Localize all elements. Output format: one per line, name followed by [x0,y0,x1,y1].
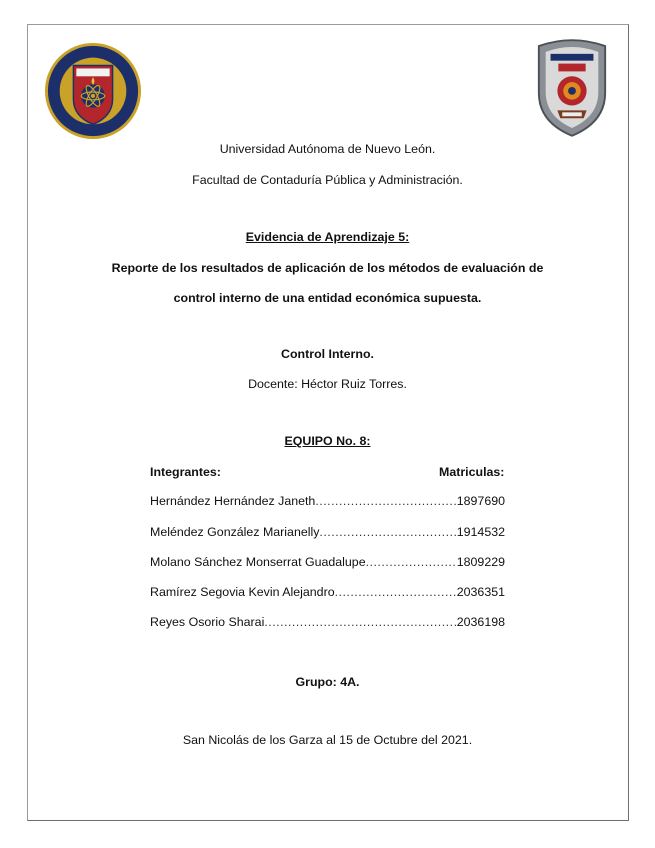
fcpa-shield-logo [533,36,611,138]
leader-dots [335,585,457,599]
faculty-name: Facultad de Contaduría Pública y Administración. [192,173,463,187]
leader-dots [366,555,457,569]
member-name: Molano Sánchez Monserrat Guadalupe [150,555,366,569]
member-row [150,525,505,541]
ids-header: Matriculas: [439,465,505,479]
team-title-text: EQUIPO No. 8: [284,434,371,448]
leader-dots [264,615,456,629]
member-name: Meléndez González Marianelly [150,525,320,539]
member-row [150,494,505,510]
university-name: Universidad Autónoma de Nuevo León. [219,142,436,156]
member-name: Ramírez Segovia Kevin Alejandro [150,585,335,599]
leader-dots [319,525,456,539]
member-name: Hernández Hernández Janeth [150,494,316,508]
evidence-title-text: Evidencia de Aprendizaje 5: [245,230,410,244]
group-label: Grupo: 4A. [295,675,360,689]
place-and-date: San Nicolás de los Garza al 15 de Octubre del 2021. [182,733,473,747]
member-id: 2036198 [456,615,505,629]
member-id: 1914532 [456,525,505,539]
team-title [0,434,655,448]
member-row [150,615,505,631]
evidence-title [0,230,655,244]
member-name: Reyes Osorio Sharai [150,615,265,629]
uanl-seal-logo [44,42,142,140]
report-title-line-2: control interno de una entidad económica supuesta. [173,291,482,305]
report-title-line-1: Reporte de los resultados de aplicación de los métodos de evaluación de [111,261,544,275]
leader-dots [315,494,456,508]
member-row [150,585,505,601]
member-row [150,555,505,571]
member-id: 1809229 [456,555,505,569]
member-id: 2036351 [456,585,505,599]
course-name: Control Interno. [281,347,374,361]
members-header: Integrantes: [150,465,221,479]
member-id: 1897690 [456,494,505,508]
teacher-name: Docente: Héctor Ruiz Torres. [248,377,407,391]
